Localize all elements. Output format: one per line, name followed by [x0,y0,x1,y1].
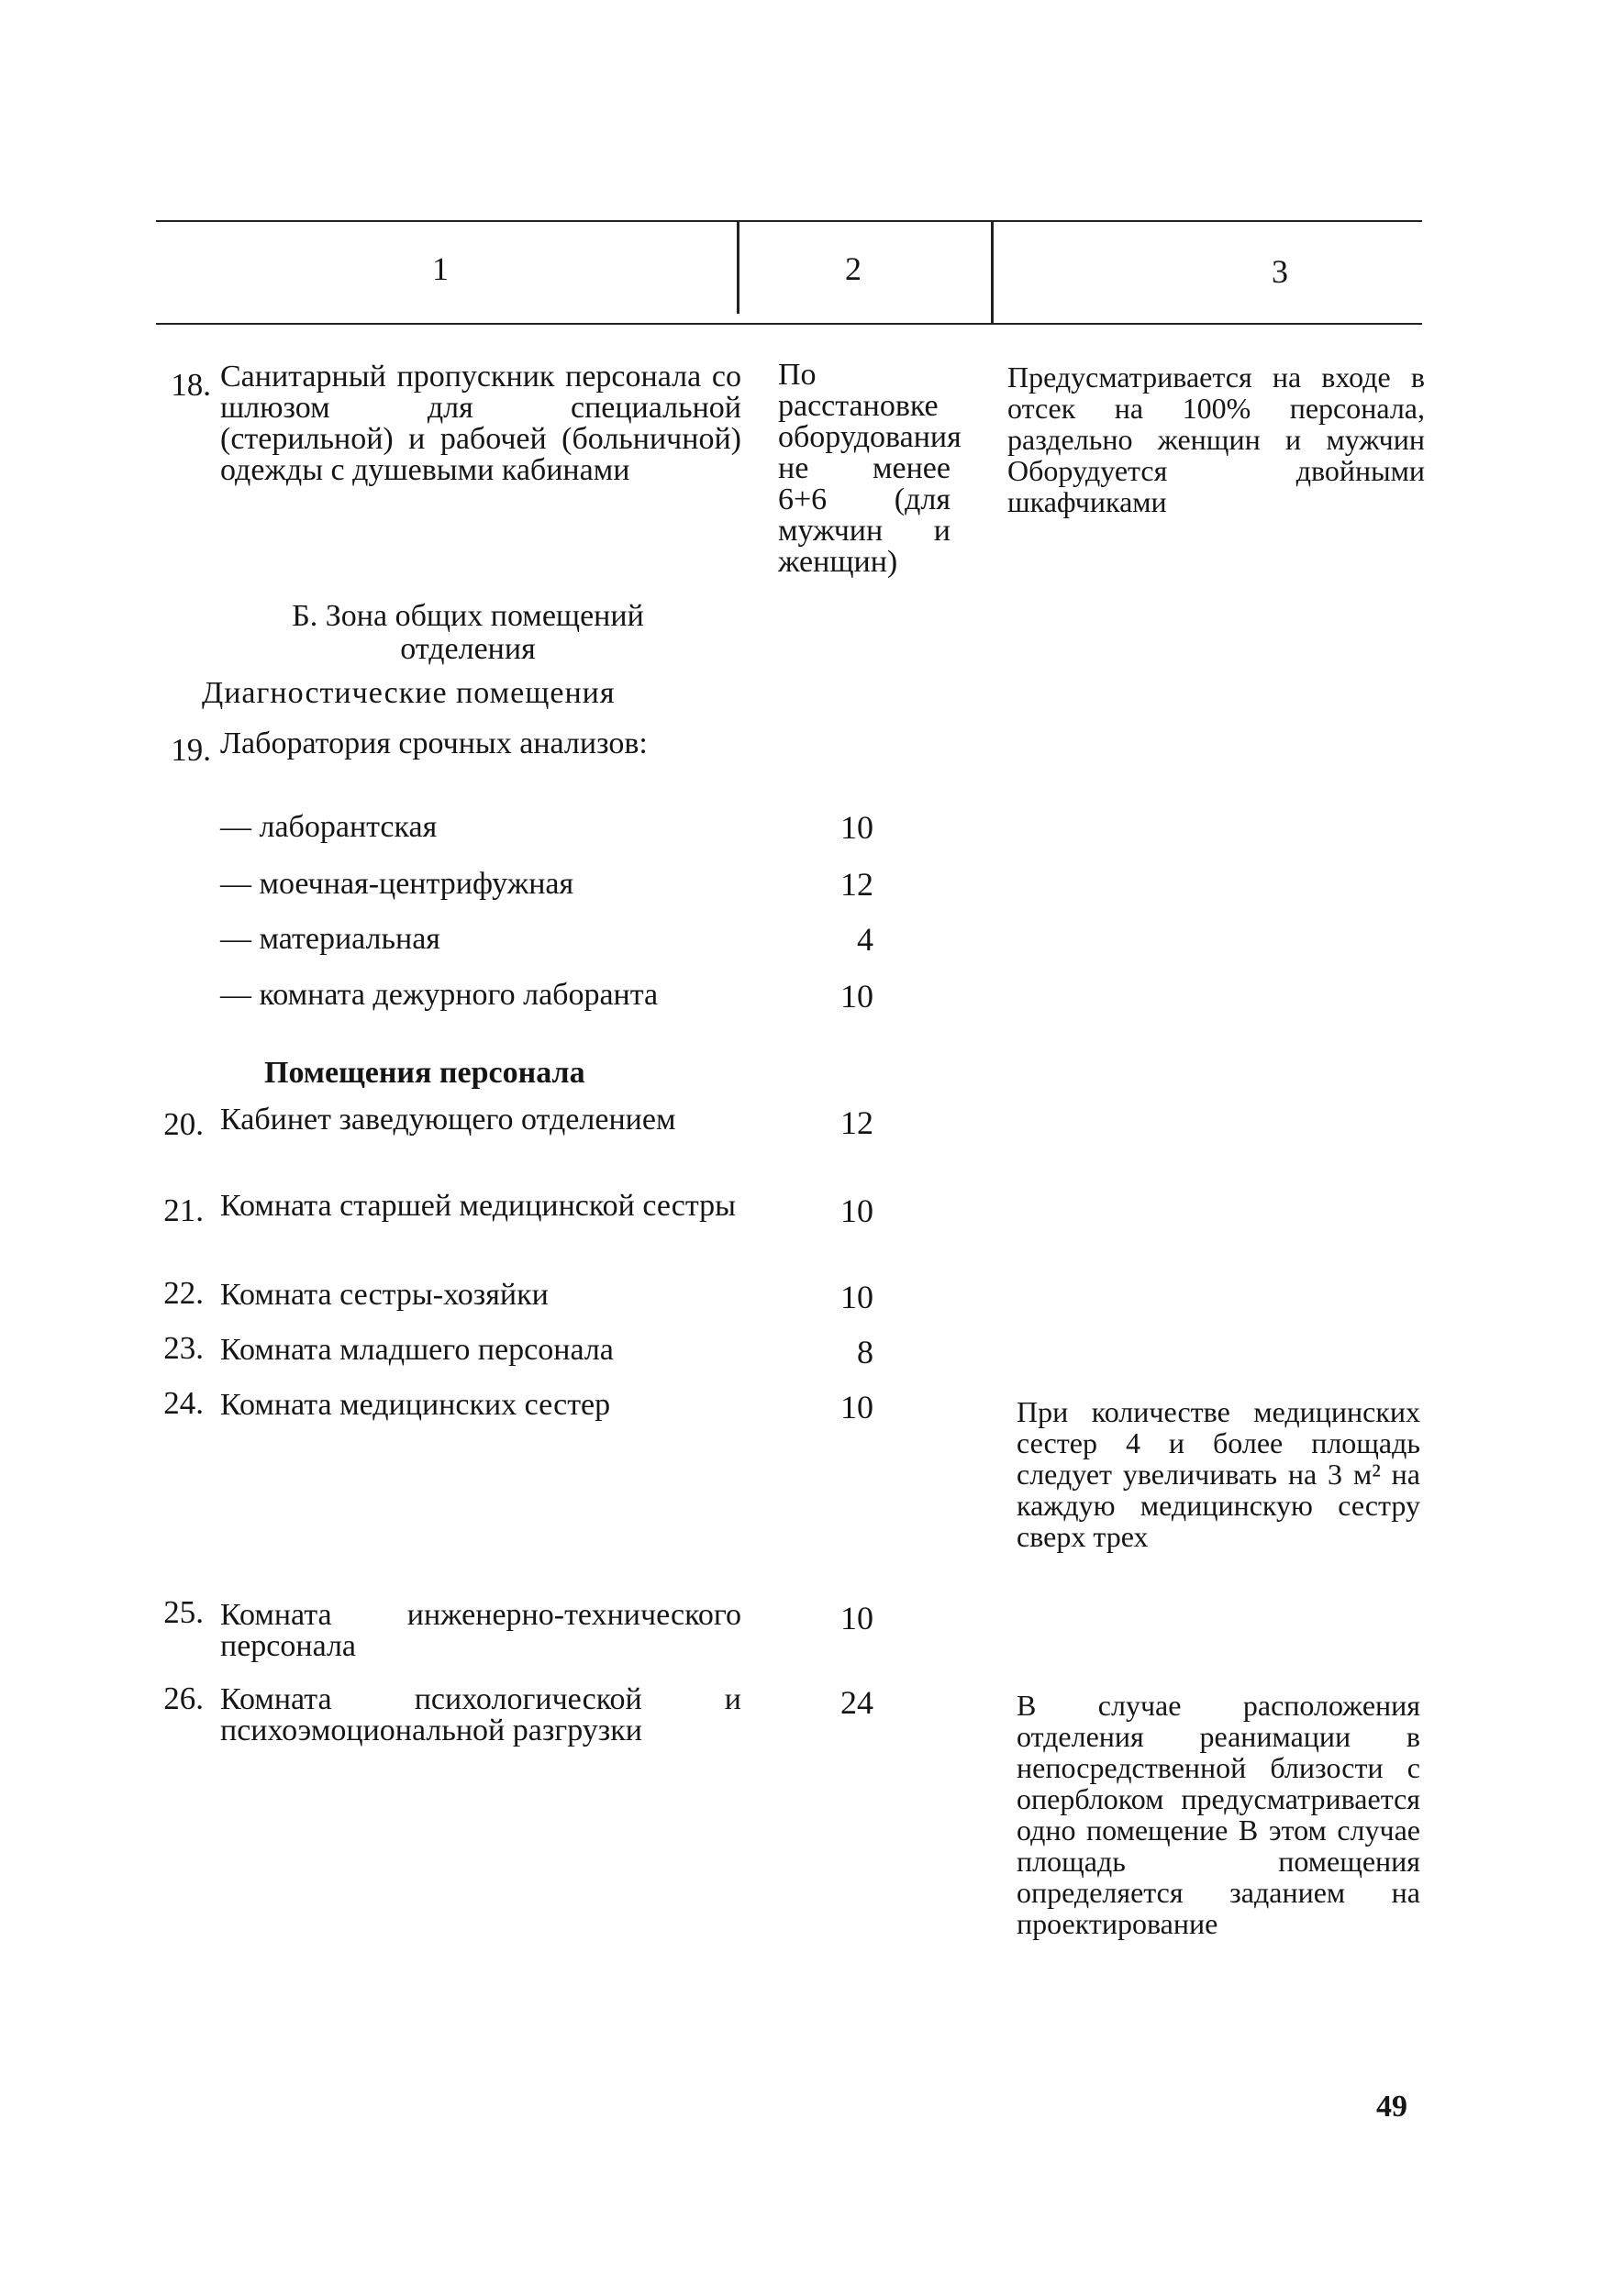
row-24-text: Комната медицинских сестер [220,1388,611,1422]
row-19-number: 19. [171,732,211,768]
row-25-number: 25. [163,1594,204,1630]
section-title: Б. Зона общих помещений отделения [292,599,644,666]
subsection-staff: Помещения персонала [264,1056,585,1090]
row-20-number: 20. [163,1106,204,1142]
row-20-value: 12 [840,1104,873,1141]
page-number: 49 [1376,2090,1407,2124]
row-26-number: 26. [163,1680,204,1716]
row-19b-value: 12 [840,866,873,903]
column-header-2: 2 [845,250,862,287]
row-25-value: 10 [840,1600,873,1636]
row-26-note: В случае расположения отделения реанимации в непосредственной близости с оперблоком предусматривается одно помещение В этом случае площадь помещения определяется заданием на проектирование [1017,1689,1420,1940]
row-19c-value: 4 [857,921,873,958]
row-25-text: Комната инженерно-технического персонала [220,1598,741,1663]
row-23-text: Комната младшего персонала [220,1333,614,1367]
row-23-number: 23. [163,1330,204,1366]
row-19b-text: — моечная-центрифужная [220,867,574,901]
row-19a-text: — лаборантская [220,810,438,844]
header-top-rule [156,220,1422,222]
row-24-number: 24. [163,1385,204,1421]
header-bottom-rule [156,323,1422,325]
row-19d-text: — комната дежурного лаборанта [220,978,659,1012]
row-19-text: Лаборатория срочных анализов: [220,727,648,760]
row-22-value: 10 [840,1279,873,1315]
column-divider-2 [991,222,994,323]
row-18-text: Санитарный пропускник персонала со шлюзом для специальной (стерильной) и рабочей (больничной) одежды с душевыми кабинами [220,360,741,487]
row-21-value: 10 [840,1192,873,1229]
column-header-1: 1 [432,250,449,287]
column-header-3: 3 [1272,253,1288,290]
row-22-number: 22. [163,1275,204,1311]
row-18-value: По расстановке оборудования не менее 6+6 (для мужчин и женщин) [778,358,962,579]
row-20-text: Кабинет заведующего отделением [220,1103,676,1137]
row-23-value: 8 [857,1334,873,1370]
subsection-diagnostic: Диагностические помещения [202,676,616,710]
row-21-text: Комната старшей медицинской сестры [220,1189,737,1223]
row-26-value: 24 [840,1684,873,1721]
row-24-note: При количестве медицинских сестер 4 и более площадь следует увеличивать на 3 м² на каждую медицинскую сестру сверх трех [1017,1395,1420,1553]
row-19c-text: — материальная [220,922,440,956]
row-19a-value: 10 [840,809,873,846]
row-18-number: 18. [171,367,211,403]
row-26-text: Комната психологической и психоэмоциональной разгрузки [220,1682,741,1747]
row-22-text: Комната сестры-хозяйки [220,1278,549,1312]
row-18-note: Предусматривается на входе в отсек на 100% персонала, раздельно женщин и мужчин Оборудуется двойными шкафчиками [1007,360,1425,518]
row-19d-value: 10 [840,978,873,1015]
row-24-value: 10 [840,1389,873,1425]
column-divider-1 [737,222,739,314]
row-21-number: 21. [163,1192,204,1228]
